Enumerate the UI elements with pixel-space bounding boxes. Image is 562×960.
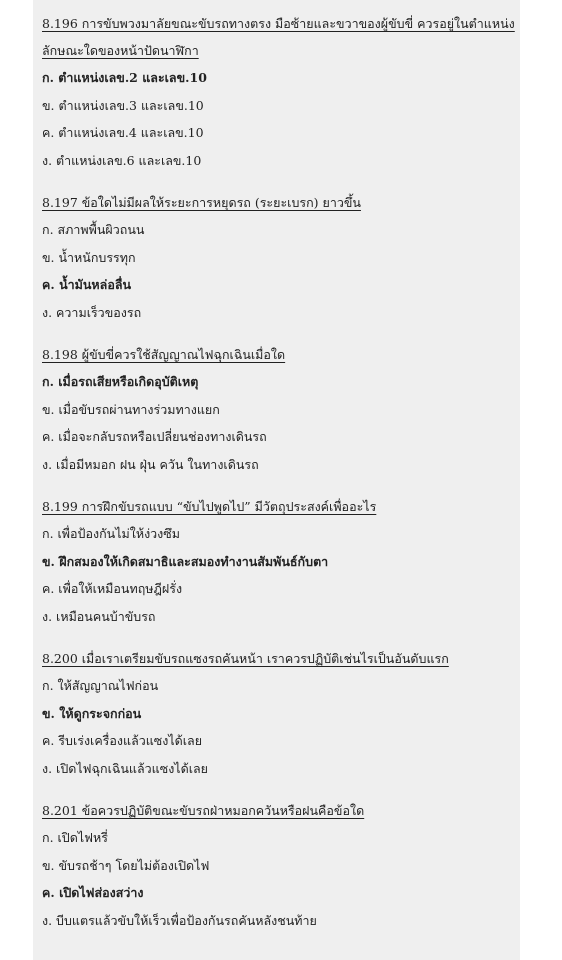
spacer: [42, 326, 516, 341]
choice: ข. ตำแหน่งเลข.3 และเลข.10: [42, 97, 204, 113]
choice-correct: ข. ให้ดูกระจกก่อน: [42, 705, 142, 721]
choice: ง. บีบแตรแล้วขับให้เร็วเพื่อป้องกันรถคันหลังชนท้าย: [42, 912, 317, 928]
spacer: [42, 478, 516, 493]
question-text: 8.199 การฝึกขับรถแบบ “ขับไปพูดไป” มีวัตถุประสงค์เพื่ออะไร: [42, 499, 377, 514]
question-item: [42, 493, 516, 630]
question-text: 8.196 การขับพวงมาลัยขณะขับรถทางตรง มือซ้ายและขวาของผู้ขับขี่ ควรอยู่ในตำแหน่งลักษณะใดของหน้าปัดนาฬิกา: [42, 16, 515, 58]
question-item: [42, 341, 516, 478]
spacer: [42, 174, 516, 189]
choice-correct: ก. ตำแหน่งเลข.2 และเลข.10: [42, 70, 207, 85]
question-item: [42, 797, 516, 934]
choice: ค. รีบเร่งเครื่องแล้วแซงได้เลย: [42, 733, 203, 748]
question-text: 8.201 ข้อควรปฏิบัติขณะขับรถฝ่าหมอกควันหรือฝนคือข้อใด: [42, 803, 365, 818]
choice: ค. เมื่อจะกลับรถหรือเปลี่ยนช่องทางเดินรถ: [42, 429, 267, 444]
question-text: 8.197 ข้อใดไม่มีผลให้ระยะการหยุดรถ (ระยะเบรก) ยาวขึ้น: [42, 195, 361, 210]
question-item: [42, 189, 516, 326]
choice: ข. น้ำหนักบรรทุก: [42, 249, 136, 265]
choice-correct: ก. เมื่อรถเสียหรือเกิดอุบัติเหตุ: [42, 374, 199, 389]
question-list: [42, 10, 516, 934]
spacer: [42, 630, 516, 645]
choice: ก. เปิดไฟหรี่: [42, 830, 108, 845]
choice: ก. เพื่อป้องกันไม่ให้ง่วงซึม: [42, 526, 181, 541]
choice: ง. เปิดไฟฉุกเฉินแล้วแซงได้เลย: [42, 760, 208, 776]
choice: ง. เหมือนคนบ้าขับรถ: [42, 608, 156, 624]
question-text: 8.198 ผู้ขับขี่ควรใช้สัญญาณไฟฉุกเฉินเมื่อใด: [42, 347, 286, 362]
choice: ง. เมื่อมีหมอก ฝน ฝุ่น ควัน ในทางเดินรถ: [42, 456, 259, 472]
choice: ข. ขับรถช้าๆ โดยไม่ต้องเปิดไฟ: [42, 857, 210, 873]
choice: ก. ให้สัญญาณไฟก่อน: [42, 678, 159, 693]
question-item: [42, 10, 516, 174]
question-item: [42, 645, 516, 782]
spacer: [42, 782, 516, 797]
choice-correct: ค. น้ำมันหล่อลื่น: [42, 277, 132, 292]
question-text: 8.200 เมื่อเราเตรียมขับรถแซงรถคันหน้า เราควรปฏิบัติเช่นไรเป็นอันดับแรก: [42, 651, 449, 666]
choice: ง. ความเร็วของรถ: [42, 304, 142, 320]
choice: ข. เมื่อขับรถผ่านทางร่วมทางแยก: [42, 401, 220, 417]
choice: ก. สภาพพื้นผิวถนน: [42, 222, 145, 237]
choice: ค. เพื่อให้เหมือนทฤษฎีฝรั่ง: [42, 581, 183, 596]
choice-correct: ค. เปิดไฟส่องสว่าง: [42, 885, 144, 900]
choice: ค. ตำแหน่งเลข.4 และเลข.10: [42, 125, 204, 140]
choice: ง. ตำแหน่งเลข.6 และเลข.10: [42, 152, 202, 168]
choice-correct: ข. ฝึกสมองให้เกิดสมาธิและสมองทำงานสัมพันธ์กับตา: [42, 553, 329, 569]
document-page: [33, 0, 520, 960]
